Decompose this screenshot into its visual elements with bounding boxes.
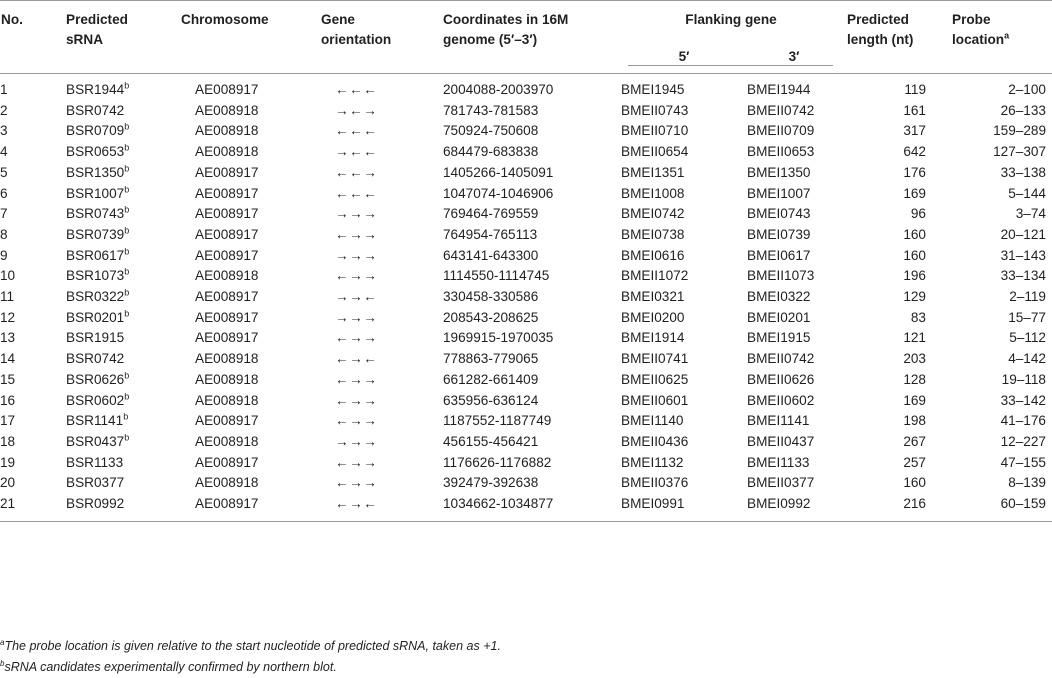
cell-srna: BSR1915 [66, 330, 125, 346]
cell-flank-3: BMEII0377 [747, 475, 815, 491]
cell-flank-5: BMEI1945 [621, 82, 685, 97]
cell-chromosome: AE008918 [195, 123, 259, 139]
cell-srna: BSR0377 [66, 475, 125, 491]
cell-length: 203 [903, 351, 926, 367]
cell-chromosome: AE008917 [195, 454, 259, 470]
cell-coordinates: 1176626-1176882 [443, 454, 552, 470]
table-row [0, 74, 1052, 101]
cell-flank-5: BMEI1140 [621, 413, 684, 429]
cell-flank-5: BMEII0625 [621, 371, 689, 387]
cell-probe-location: 3–74 [1015, 206, 1046, 222]
cell-length: 169 [903, 185, 926, 201]
footnote-a: $^a$The probe location is given relative to the start nucleotide of predicted sRNA, taken as +1. [0, 637, 501, 653]
cell-orientation: →→→ [335, 433, 378, 449]
cell-length: 257 [903, 454, 926, 470]
cell-orientation: ←←← [335, 185, 378, 201]
cell-length: 160 [903, 475, 926, 491]
cell-coordinates: 781743-781583 [443, 102, 539, 118]
cell-flank-5: BMEI0991 [621, 496, 685, 512]
table-row [0, 494, 1052, 521]
header-no: No. [1, 12, 23, 27]
cell-srna: BSR0322$^b$ [66, 287, 130, 305]
header-flank-3: 3′ [788, 48, 800, 64]
cell-chromosome: AE008917 [195, 164, 259, 180]
table-row [0, 308, 1052, 329]
cell-orientation: ←→→ [335, 371, 378, 387]
cell-flank-3: BMEII0742 [747, 102, 815, 118]
cell-no: 11 [0, 289, 15, 305]
cell-no: 15 [0, 371, 16, 387]
cell-probe-location: 19–118 [1001, 371, 1046, 387]
cell-probe-location: 26–133 [1000, 102, 1046, 118]
cell-no: 20 [0, 475, 16, 491]
cell-length: 176 [903, 164, 926, 180]
cell-chromosome: AE008917 [195, 413, 259, 429]
cell-length: 198 [903, 413, 926, 429]
header-coordinates: Coordinates in 16M genome (5′–3′) [443, 12, 569, 47]
cell-flank-3: BMEI0992 [747, 496, 811, 512]
cell-probe-location: 47–155 [1000, 454, 1046, 470]
cell-probe-location: 15–77 [1008, 309, 1046, 325]
cell-flank-3: BMEI0201 [747, 309, 811, 325]
table-row [0, 411, 1052, 432]
cell-chromosome: AE008917 [195, 330, 259, 346]
cell-chromosome: AE008918 [195, 392, 259, 408]
cell-flank-5: BMEI1351 [621, 164, 685, 180]
cell-flank-3: BMEI0743 [747, 206, 811, 222]
cell-no: 14 [0, 351, 16, 367]
cell-srna: BSR1944$^b$ [66, 80, 130, 97]
cell-orientation: ←→→ [335, 268, 378, 284]
cell-coordinates: 643141-643300 [443, 247, 539, 263]
cell-coordinates: 764954-765113 [443, 226, 538, 242]
cell-coordinates: 330458-330586 [443, 289, 539, 305]
cell-probe-location: 33–138 [1000, 164, 1046, 180]
cell-probe-location: 159–289 [993, 123, 1046, 139]
cell-chromosome: AE008917 [195, 185, 259, 201]
cell-flank-5: BMEII0654 [621, 144, 689, 160]
table-row [0, 328, 1052, 349]
table-row [0, 101, 1052, 122]
cell-orientation: ←←→ [335, 164, 378, 180]
cell-length: 121 [903, 330, 926, 346]
footnotes [0, 636, 501, 678]
cell-flank-5: BMEI1914 [621, 330, 685, 346]
cell-srna: BSR0602$^b$ [66, 391, 130, 408]
cell-chromosome: AE008918 [195, 144, 259, 160]
header-predicted-length: Predicted length (nt) [847, 12, 914, 47]
cell-chromosome: AE008917 [195, 309, 259, 325]
cell-orientation: →→→ [335, 206, 378, 222]
cell-flank-5: BMEI0200 [621, 309, 685, 325]
cell-no: 10 [0, 268, 16, 284]
cell-coordinates: 1969915-1970035 [443, 330, 554, 346]
cell-flank-3: BMEI0322 [747, 289, 811, 305]
header-chromosome: Chromosome [181, 12, 269, 27]
cell-flank-5: BMEII0601 [621, 392, 689, 408]
cell-chromosome: AE008918 [195, 102, 259, 118]
cell-probe-location: 41–176 [1000, 413, 1046, 429]
cell-probe-location: 20–121 [1000, 226, 1046, 242]
table-row [0, 266, 1052, 287]
cell-srna: BSR1073$^b$ [66, 266, 130, 284]
cell-no: 17 [0, 413, 16, 429]
cell-flank-3: BMEII0709 [747, 123, 815, 139]
table-row [0, 121, 1052, 142]
table-row [0, 225, 1052, 246]
cell-orientation: →→← [335, 289, 378, 305]
cell-chromosome: AE008917 [195, 496, 259, 512]
cell-flank-5: BMEII0710 [621, 123, 689, 139]
cell-flank-3: BMEI1915 [747, 330, 811, 346]
cell-flank-3: BMEI1133 [747, 454, 810, 470]
cell-length: 119 [904, 82, 926, 97]
cell-orientation: ←→→ [335, 330, 378, 346]
footnote-b: $^b$sRNA candidates experimentally confirmed by northern blot. [0, 658, 337, 674]
header-flanking-gene: Flanking gene [685, 12, 777, 27]
cell-coordinates: 769464-769559 [443, 206, 539, 222]
cell-srna: BSR0709$^b$ [66, 121, 130, 139]
cell-coordinates: 1405266-1405091 [443, 164, 554, 180]
table-row [0, 142, 1052, 163]
cell-probe-location: 127–307 [993, 144, 1046, 160]
cell-length: 196 [903, 268, 926, 284]
cell-length: 169 [903, 392, 926, 408]
cell-srna: BSR0743$^b$ [66, 204, 130, 222]
cell-no: 9 [0, 247, 8, 263]
table-header [0, 1, 1052, 74]
cell-flank-3: BMEII0742 [747, 351, 815, 367]
table-row [0, 204, 1052, 225]
cell-probe-location: 2–100 [1008, 82, 1046, 97]
cell-length: 96 [910, 206, 926, 222]
cell-srna: BSR1007$^b$ [66, 183, 130, 201]
cell-srna: BSR0742 [66, 351, 125, 367]
cell-length: 83 [910, 309, 926, 325]
cell-flank-5: BMEII0741 [621, 351, 689, 367]
cell-no: 19 [0, 454, 16, 470]
cell-flank-5: BMEI1008 [621, 185, 685, 201]
cell-flank-3: BMEI1007 [747, 185, 811, 201]
cell-orientation: ←→← [335, 351, 378, 367]
cell-chromosome: AE008918 [195, 351, 259, 367]
header-probe-location: Probe location$^a$ [952, 12, 1010, 47]
table-row [0, 163, 1052, 184]
cell-flank-5: BMEI1132 [621, 454, 684, 470]
cell-orientation: ←→→ [335, 475, 378, 491]
cell-flank-3: BMEI0739 [747, 226, 811, 242]
cell-length: 160 [903, 247, 926, 263]
cell-srna: BSR0739$^b$ [66, 225, 130, 242]
cell-probe-location: 31–143 [1000, 247, 1046, 263]
cell-coordinates: 661282-661409 [443, 371, 539, 387]
cell-flank-5: BMEI0616 [621, 247, 685, 263]
cell-length: 317 [903, 123, 926, 139]
cell-flank-3: BMEII0602 [747, 392, 815, 408]
table-row [0, 432, 1052, 453]
cell-no: 1 [0, 82, 8, 97]
table-row [0, 453, 1052, 474]
cell-no: 16 [0, 392, 16, 408]
cell-srna: BSR0617$^b$ [66, 246, 130, 263]
cell-length: 128 [903, 371, 926, 387]
cell-coordinates: 1034662-1034877 [443, 496, 554, 512]
cell-flank-3: BMEII1073 [747, 268, 815, 284]
cell-flank-3: BMEI1944 [747, 82, 811, 97]
cell-srna: BSR1133 [66, 454, 124, 470]
cell-flank-3: BMEI0617 [747, 247, 811, 263]
cell-no: 12 [0, 309, 16, 325]
cell-probe-location: 12–227 [1000, 433, 1046, 449]
cell-probe-location: 33–134 [1000, 268, 1046, 284]
header-gene-orientation: Gene orientation [321, 12, 392, 47]
cell-probe-location: 4–142 [1008, 351, 1046, 367]
cell-coordinates: 778863-779065 [443, 351, 539, 367]
table-row [0, 370, 1052, 391]
cell-no: 4 [0, 144, 8, 160]
cell-probe-location: 60–159 [1000, 496, 1046, 512]
cell-coordinates: 456155-456421 [443, 433, 539, 449]
cell-orientation: ←→→ [335, 454, 378, 470]
table-row [0, 349, 1052, 370]
cell-orientation: ←→→ [335, 226, 378, 242]
cell-coordinates: 392479-392638 [443, 475, 539, 491]
cell-no: 8 [0, 226, 8, 242]
cell-chromosome: AE008917 [195, 247, 259, 263]
cell-srna: BSR0437$^b$ [66, 432, 130, 449]
cell-length: 642 [903, 144, 926, 160]
cell-coordinates: 2004088-2003970 [443, 82, 554, 97]
cell-orientation: ←→→ [335, 413, 378, 429]
cell-srna: BSR1350$^b$ [66, 163, 130, 180]
cell-flank-5: BMEII1072 [621, 268, 689, 284]
cell-flank-3: BMEII0626 [747, 371, 815, 387]
cell-chromosome: AE008918 [195, 268, 259, 284]
table-row [0, 246, 1052, 267]
cell-coordinates: 1114550-1114745 [443, 268, 550, 284]
cell-flank-5: BMEI0321 [621, 289, 685, 305]
cell-flank-5: BMEI0742 [621, 206, 685, 222]
cell-probe-location: 33–142 [1000, 392, 1046, 408]
cell-coordinates: 750924-750608 [443, 123, 539, 139]
cell-coordinates: 1047074-1046906 [443, 185, 554, 201]
cell-no: 2 [0, 102, 8, 118]
flanking-gene-rule [628, 65, 833, 66]
cell-orientation: ←←← [335, 82, 378, 97]
header-predicted-srna: Predicted sRNA [66, 12, 128, 47]
cell-probe-location: 8–139 [1008, 475, 1046, 491]
cell-flank-5: BMEII0436 [621, 433, 689, 449]
cell-no: 6 [0, 185, 8, 201]
cell-orientation: →→→ [335, 247, 378, 263]
cell-srna: BSR0201$^b$ [66, 308, 130, 325]
cell-chromosome: AE008918 [195, 433, 259, 449]
cell-flank-5: BMEI0738 [621, 226, 685, 242]
cell-no: 13 [0, 330, 16, 346]
cell-srna: BSR1141$^b$ [66, 411, 129, 429]
cell-srna: BSR0992 [66, 496, 125, 512]
cell-flank-3: BMEI1141 [747, 413, 810, 429]
cell-coordinates: 635956-636124 [443, 392, 539, 408]
cell-orientation: ←→→ [335, 392, 378, 408]
table-row [0, 473, 1052, 494]
cell-chromosome: AE008918 [195, 371, 259, 387]
header-flank-5: 5′ [678, 48, 690, 64]
cell-length: 216 [903, 496, 926, 512]
cell-orientation: ←←← [335, 123, 378, 139]
cell-flank-5: BMEII0743 [621, 102, 689, 118]
table-body [0, 74, 1052, 522]
cell-orientation: →←→ [335, 102, 378, 118]
cell-flank-3: BMEII0653 [747, 144, 815, 160]
cell-length: 267 [903, 433, 926, 449]
cell-chromosome: AE008917 [195, 206, 259, 222]
cell-orientation: ←→← [335, 496, 378, 512]
cell-length: 161 [903, 102, 926, 118]
cell-coordinates: 208543-208625 [443, 309, 539, 325]
cell-srna: BSR0626$^b$ [66, 370, 130, 387]
cell-length: 129 [903, 289, 926, 305]
table-row [0, 184, 1052, 205]
cell-coordinates: 684479-683838 [443, 144, 539, 160]
cell-probe-location: 2–119 [1009, 289, 1046, 305]
cell-flank-3: BMEII0437 [747, 433, 815, 449]
cell-probe-location: 5–112 [1009, 330, 1046, 346]
cell-no: 7 [0, 206, 8, 222]
cell-probe-location: 5–144 [1008, 185, 1046, 201]
cell-chromosome: AE008918 [195, 475, 259, 491]
cell-no: 5 [0, 164, 8, 180]
cell-no: 18 [0, 433, 16, 449]
table-row [0, 287, 1052, 308]
cell-srna: BSR0653$^b$ [66, 142, 130, 160]
cell-orientation: →←← [335, 144, 378, 160]
cell-chromosome: AE008917 [195, 289, 259, 305]
cell-chromosome: AE008917 [195, 226, 259, 242]
cell-chromosome: AE008917 [195, 82, 259, 97]
cell-no: 21 [0, 496, 16, 512]
cell-orientation: →→→ [335, 309, 378, 325]
cell-no: 3 [0, 123, 8, 139]
cell-srna: BSR0742 [66, 102, 125, 118]
cell-length: 160 [903, 226, 926, 242]
table-row [0, 391, 1052, 412]
cell-coordinates: 1187552-1187749 [443, 413, 552, 429]
cell-flank-5: BMEII0376 [621, 475, 689, 491]
cell-flank-3: BMEI1350 [747, 164, 811, 180]
